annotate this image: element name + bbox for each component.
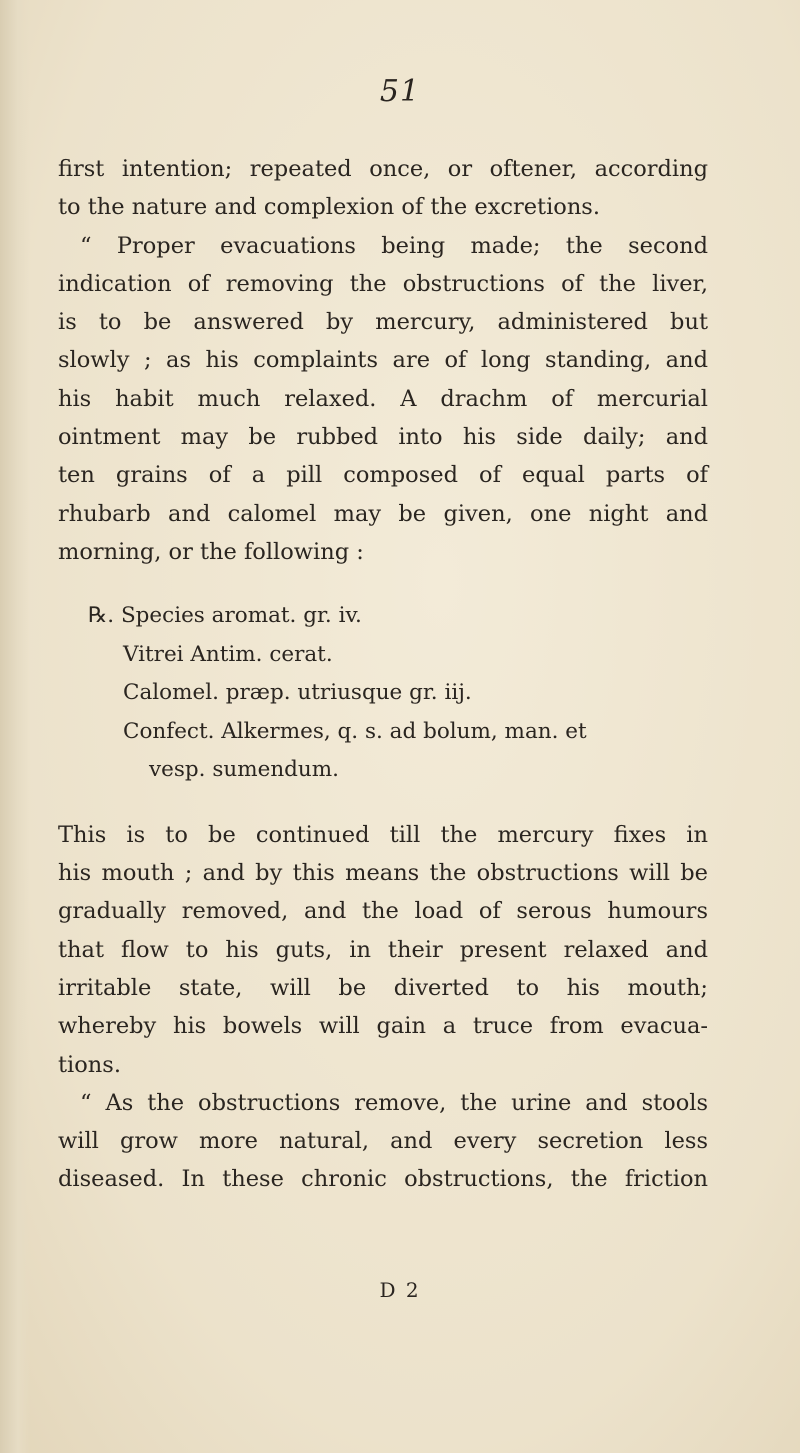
spacer <box>58 571 708 597</box>
text-line: to the nature and complexion of the excretions. <box>58 194 601 221</box>
text-line: that flow to his guts, in their present relaxed and <box>58 936 708 963</box>
text-line: irritable state, will be diverted to his mouth; <box>58 974 708 1001</box>
page-number: 51 <box>379 74 421 109</box>
page-body <box>58 150 708 1199</box>
prescription-line: Vitrei Antim. cerat. <box>123 641 333 667</box>
text-line: “ As the obstructions remove, the urine and stools <box>80 1089 708 1116</box>
paragraph-4 <box>58 1084 708 1199</box>
text-line: This is to be continued till the mercury fixes in <box>58 821 708 848</box>
text-line: first intention; repeated once, or oftener, according <box>58 156 708 182</box>
signature-mark: D 2 <box>379 1278 421 1302</box>
text-line: “ Proper evacuations being made; the second <box>80 232 708 259</box>
text-line: whereby his bowels will gain a truce from evacua- <box>58 1013 708 1040</box>
text-line: rhubarb and calomel may be given, one night and <box>58 500 708 527</box>
text-line: ten grains of a pill composed of equal parts of <box>58 462 708 489</box>
text-line: ointment may be rubbed into his side daily; and <box>58 424 708 451</box>
text-line: will grow more natural, and every secretion less <box>58 1128 708 1155</box>
text-line: tions. <box>58 1051 121 1078</box>
text-line: is to be answered by mercury, administered but <box>58 309 708 336</box>
prescription-line: vesp. sumendum. <box>149 757 340 783</box>
paragraph-2 <box>58 227 708 572</box>
text-line: gradually removed, and the load of serous humours <box>58 898 708 925</box>
paragraph-3 <box>58 816 708 1084</box>
text-line: his habit much relaxed. A drachm of mercurial <box>58 385 708 412</box>
prescription <box>58 597 708 790</box>
text-line: his mouth ; and by this means the obstructions will be <box>58 860 708 887</box>
text-line: morning, or the following : <box>58 538 364 565</box>
prescription-line: ℞. Species aromat. gr. iv. <box>88 603 362 629</box>
spacer <box>58 790 708 816</box>
text-line: indication of removing the obstructions of the liver, <box>58 270 708 297</box>
text-line: slowly ; as his complaints are of long standing, and <box>58 347 708 374</box>
paragraph-1 <box>58 150 708 227</box>
page-gutter-shadow <box>0 0 30 1453</box>
prescription-line: Confect. Alkermes, q. s. ad bolum, man. et <box>123 718 587 744</box>
prescription-line: Calomel. præp. utriusque gr. iij. <box>123 680 472 706</box>
text-line: diseased. In these chronic obstructions, the friction <box>58 1166 708 1193</box>
